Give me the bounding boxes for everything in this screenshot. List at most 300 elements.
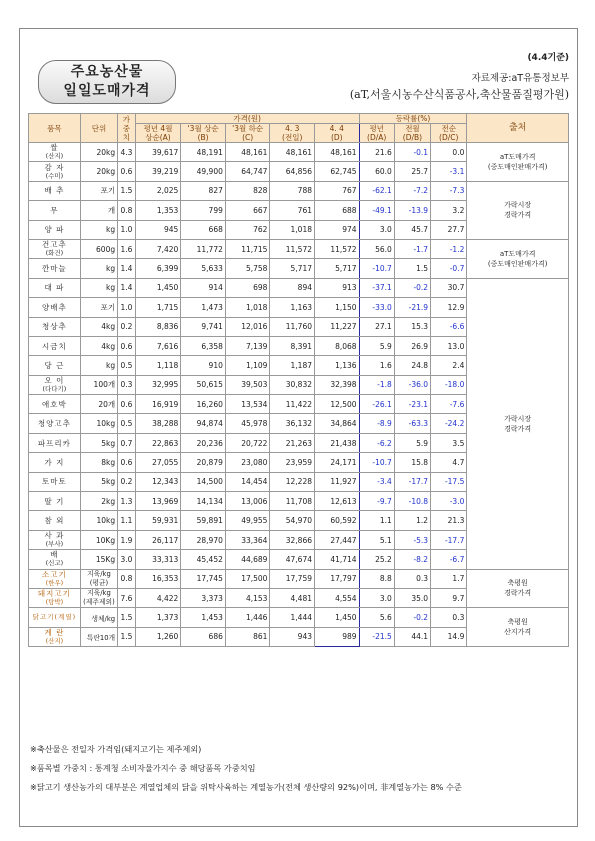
weight: 1.1: [118, 511, 136, 530]
unit-text: 10kg: [96, 419, 116, 429]
change-rate: 1.1: [359, 511, 394, 530]
unit-text: 8kg: [101, 457, 116, 467]
change-rate: 5.9: [394, 433, 430, 452]
change-rate: -7.3: [431, 181, 467, 200]
item-name: [29, 414, 81, 433]
unit-sub: (제주제외): [83, 598, 115, 607]
change-rate: 1.7: [431, 569, 467, 588]
title-line-1: 주요농산물: [70, 64, 144, 80]
item-name: [29, 181, 81, 200]
change-rate: 21.6: [359, 143, 394, 162]
source-line1: aT도매가격: [499, 249, 536, 258]
price-value: 9,741: [181, 317, 226, 336]
header-col: [359, 124, 394, 143]
header-col-line1: 4. 3: [285, 124, 300, 133]
unit-text: 20kg: [96, 167, 116, 177]
header-col: [270, 124, 315, 143]
price-value: 7,616: [135, 336, 181, 355]
price-value: 48,161: [315, 143, 360, 162]
item-name: [29, 472, 81, 491]
change-rate: 5.6: [359, 608, 394, 627]
source-line2: 경락가격: [504, 589, 532, 598]
unit-text: 지육/kg: [87, 569, 111, 578]
change-rate: -37.1: [359, 278, 394, 297]
change-rate: -1.8: [359, 375, 394, 394]
unit: [80, 530, 117, 549]
unit: [80, 492, 117, 511]
unit-text: 5kg: [101, 477, 116, 487]
item-name: [29, 317, 81, 336]
weight: 7.6: [118, 588, 136, 607]
price-value: 943: [270, 627, 315, 646]
unit-text: 지육/kg: [87, 589, 111, 598]
price-value: 3,373: [181, 588, 226, 607]
price-value: 799: [181, 201, 226, 220]
price-value: 1,018: [270, 220, 315, 239]
weight: 0.6: [118, 453, 136, 472]
header-col: [431, 124, 467, 143]
change-rate: 24.8: [394, 356, 430, 375]
base-date: (4.4기준): [527, 53, 569, 63]
item-name-text: 계 란: [44, 627, 65, 637]
unit-text: 5kg: [101, 438, 116, 448]
header-col-line1: 전월: [405, 124, 420, 133]
source-line2: 산지가격: [504, 628, 532, 637]
price-value: 1,453: [181, 608, 226, 627]
price-value: 22,863: [135, 433, 181, 452]
weight: 0.8: [118, 201, 136, 220]
unit-text: kg: [106, 225, 116, 235]
header-col-line2: 상순(A): [145, 133, 171, 142]
weight: 0.2: [118, 317, 136, 336]
change-rate: -62.1: [359, 181, 394, 200]
price-value: 11,760: [270, 317, 315, 336]
source-line1: aT도매가격: [499, 152, 536, 161]
change-rate: 45.7: [394, 220, 430, 239]
header-col-line2: (B): [197, 133, 209, 142]
price-value: 23,959: [270, 453, 315, 472]
change-rate: -6.6: [431, 317, 467, 336]
price-value: 47,674: [270, 550, 315, 569]
item-name-text: 깐마늘: [42, 264, 67, 274]
change-rate: 25.2: [359, 550, 394, 569]
table-row: [29, 143, 569, 162]
price-value: 1,715: [135, 298, 181, 317]
unit: [80, 298, 117, 317]
item-subname: (화건): [45, 249, 64, 258]
unit: [80, 278, 117, 297]
item-name: [29, 588, 81, 607]
footnotes: [30, 740, 462, 797]
item-name: [29, 336, 81, 355]
price-value: 28,970: [181, 530, 226, 549]
unit: [80, 317, 117, 336]
source-line1: 축평원: [507, 579, 528, 588]
weight: 0.6: [118, 336, 136, 355]
header-change-group: 등락률(%): [359, 114, 467, 124]
price-value: 36,132: [270, 414, 315, 433]
change-rate: 0.3: [394, 569, 430, 588]
change-rate: -23.1: [394, 395, 430, 414]
item-name: [29, 511, 81, 530]
change-rate: -13.9: [394, 201, 430, 220]
weight: 3.0: [118, 550, 136, 569]
price-value: 30,832: [270, 375, 315, 394]
price-value: 27,447: [315, 530, 360, 549]
item-name-text: 건고추: [42, 240, 67, 250]
item-name: [29, 201, 81, 220]
price-value: 21,263: [270, 433, 315, 452]
price-value: 1,444: [270, 608, 315, 627]
price-value: 41,714: [315, 550, 360, 569]
header-col-line1: '3월 하순: [232, 124, 264, 133]
change-rate: -0.7: [431, 259, 467, 278]
price-value: 4,481: [270, 588, 315, 607]
price-value: 828: [225, 181, 270, 200]
unit-text: 20kg: [96, 147, 116, 157]
price-value: 1,473: [181, 298, 226, 317]
price-value: 974: [315, 220, 360, 239]
unit: [80, 472, 117, 491]
item-name: [29, 259, 81, 278]
change-rate: 1.5: [394, 259, 430, 278]
price-value: 788: [270, 181, 315, 200]
unit-text: 2kg: [101, 496, 116, 506]
item-name: [29, 530, 81, 549]
price-value: 14,134: [181, 492, 226, 511]
unit-text: 포기: [100, 186, 116, 196]
header-price-group: 가격(원): [135, 114, 359, 124]
change-rate: -8.2: [394, 550, 430, 569]
change-rate: 8.8: [359, 569, 394, 588]
header-col-line2: (D/C): [439, 133, 459, 142]
change-rate: -26.1: [359, 395, 394, 414]
table-row: [29, 181, 569, 200]
weight: 1.4: [118, 278, 136, 297]
item-name-text: 무: [50, 205, 59, 215]
unit: [80, 395, 117, 414]
item-subname: (신고): [45, 559, 64, 568]
price-value: 4,554: [315, 588, 360, 607]
unit-text: 15Kg: [95, 554, 116, 564]
change-rate: 15.8: [394, 453, 430, 472]
price-value: 1,450: [135, 278, 181, 297]
footnote: ※축산물은 전일자 가격임(돼지고기는 제주제외): [30, 744, 202, 754]
item-name-text: 배 추: [44, 186, 65, 196]
item-name: [29, 608, 81, 627]
weight: 0.3: [118, 375, 136, 394]
weight: 1.0: [118, 298, 136, 317]
item-name: [29, 239, 81, 258]
source-cell: [467, 608, 569, 647]
price-value: 64,856: [270, 162, 315, 181]
price-value: 12,016: [225, 317, 270, 336]
price-value: 21,438: [315, 433, 360, 452]
change-rate: 12.9: [431, 298, 467, 317]
price-value: 17,745: [181, 569, 226, 588]
item-name: [29, 433, 81, 452]
price-value: 50,615: [181, 375, 226, 394]
price-value: 861: [225, 627, 270, 646]
price-value: 16,353: [135, 569, 181, 588]
header-col: [225, 124, 270, 143]
price-value: 17,797: [315, 569, 360, 588]
price-value: 32,866: [270, 530, 315, 549]
item-name-text: 토마토: [42, 477, 67, 487]
price-value: 5,717: [270, 259, 315, 278]
change-rate: -6.2: [359, 433, 394, 452]
price-value: 1,136: [315, 356, 360, 375]
change-rate: 1.2: [394, 511, 430, 530]
price-value: 45,978: [225, 414, 270, 433]
price-value: 23,080: [225, 453, 270, 472]
change-rate: 3.5: [431, 433, 467, 452]
price-value: 17,500: [225, 569, 270, 588]
change-rate: -0.1: [394, 143, 430, 162]
change-rate: -24.2: [431, 414, 467, 433]
change-rate: -1.2: [431, 239, 467, 258]
unit: [80, 336, 117, 355]
unit: [80, 414, 117, 433]
price-value: 62,745: [315, 162, 360, 181]
price-value: 5,633: [181, 259, 226, 278]
price-value: 14,454: [225, 472, 270, 491]
change-rate: -10.7: [359, 259, 394, 278]
unit: [80, 588, 117, 607]
weight: 1.6: [118, 239, 136, 258]
weight: 1.5: [118, 181, 136, 200]
header-item: 품목: [29, 114, 81, 143]
price-value: 11,772: [181, 239, 226, 258]
item-subname: (한우): [45, 578, 64, 587]
price-value: 59,891: [181, 511, 226, 530]
weight: 0.6: [118, 395, 136, 414]
unit: [80, 627, 117, 646]
price-value: 8,068: [315, 336, 360, 355]
price-value: 1,446: [225, 608, 270, 627]
change-rate: -5.3: [394, 530, 430, 549]
unit: [80, 239, 117, 258]
item-name-text: 파프리카: [37, 438, 71, 448]
change-rate: -17.7: [394, 472, 430, 491]
change-rate: 56.0: [359, 239, 394, 258]
header-row-1: [29, 114, 569, 124]
item-name-text: 가 지: [44, 457, 65, 467]
item-name: [29, 492, 81, 511]
item-name-text: 쌀: [50, 143, 59, 153]
price-value: 827: [181, 181, 226, 200]
source-cell: [467, 239, 569, 278]
item-name-text: 소고기: [42, 569, 67, 579]
item-name-text: 대 파: [44, 283, 65, 293]
data-provider: 자료제공:aT유통정보부: [471, 73, 569, 84]
price-value: 24,171: [315, 453, 360, 472]
unit: [80, 220, 117, 239]
price-value: 12,613: [315, 492, 360, 511]
price-value: 11,422: [270, 395, 315, 414]
change-rate: -0.2: [394, 608, 430, 627]
price-value: 945: [135, 220, 181, 239]
price-value: 6,358: [181, 336, 226, 355]
price-value: 8,391: [270, 336, 315, 355]
price-value: 668: [181, 220, 226, 239]
table-row: [29, 278, 569, 297]
item-name: [29, 550, 81, 569]
change-rate: 3.0: [359, 220, 394, 239]
header-col-line1: 평년 4월: [143, 124, 173, 133]
price-value: 762: [225, 220, 270, 239]
price-value: 13,969: [135, 492, 181, 511]
item-name-text: 양 파: [44, 225, 65, 235]
change-rate: -3.4: [359, 472, 394, 491]
price-value: 11,927: [315, 472, 360, 491]
price-value: 4,422: [135, 588, 181, 607]
unit-text: kg: [106, 264, 116, 274]
price-value: 4,153: [225, 588, 270, 607]
title-line-2: 일일도매가격: [63, 83, 151, 99]
unit-text: 특란10개: [86, 633, 116, 642]
price-value: 34,864: [315, 414, 360, 433]
unit: [80, 608, 117, 627]
change-rate: 14.9: [431, 627, 467, 646]
header-col-line2: (D/A): [367, 133, 387, 142]
change-rate: -21.5: [359, 627, 394, 646]
price-value: 32,995: [135, 375, 181, 394]
unit-text: 포기: [100, 302, 116, 312]
change-rate: 35.0: [394, 588, 430, 607]
change-rate: -33.0: [359, 298, 394, 317]
change-rate: -0.2: [394, 278, 430, 297]
header-col-line2: (전일): [282, 133, 303, 142]
change-rate: -9.7: [359, 492, 394, 511]
price-table-body: [29, 143, 569, 647]
change-rate: -36.0: [394, 375, 430, 394]
unit: [80, 433, 117, 452]
item-name: [29, 143, 81, 162]
price-value: 13,006: [225, 492, 270, 511]
change-rate: 0.0: [431, 143, 467, 162]
change-rate: 26.9: [394, 336, 430, 355]
header-col: [181, 124, 226, 143]
price-value: 913: [315, 278, 360, 297]
item-name: [29, 356, 81, 375]
unit-text: kg: [106, 283, 116, 293]
price-value: 11,572: [270, 239, 315, 258]
price-value: 1,260: [135, 627, 181, 646]
unit-text: 개: [107, 205, 116, 215]
unit: [80, 162, 117, 181]
unit-text: 생체/kg: [91, 614, 116, 623]
header-col-line1: 전순: [441, 124, 456, 133]
price-value: 667: [225, 201, 270, 220]
change-rate: -21.9: [394, 298, 430, 317]
price-value: 7,139: [225, 336, 270, 355]
source-line2: 경락가격: [504, 424, 532, 433]
price-value: 1,450: [315, 608, 360, 627]
price-value: 60,592: [315, 511, 360, 530]
price-value: 1,187: [270, 356, 315, 375]
unit: [80, 181, 117, 200]
price-value: 59,931: [135, 511, 181, 530]
price-value: 33,313: [135, 550, 181, 569]
change-rate: 25.7: [394, 162, 430, 181]
header-col-line2: (C): [242, 133, 254, 142]
price-value: 12,228: [270, 472, 315, 491]
price-value: 48,161: [270, 143, 315, 162]
unit: [80, 201, 117, 220]
item-subname: (산지): [45, 636, 64, 645]
price-value: 54,970: [270, 511, 315, 530]
source-cell: [467, 143, 569, 182]
price-value: 11,715: [225, 239, 270, 258]
item-name: [29, 569, 81, 588]
price-value: 688: [315, 201, 360, 220]
price-value: 27,055: [135, 453, 181, 472]
item-name: [29, 375, 81, 394]
weight: 0.5: [118, 356, 136, 375]
item-name: [29, 162, 81, 181]
price-value: 761: [270, 201, 315, 220]
change-rate: 30.7: [431, 278, 467, 297]
price-value: 1,353: [135, 201, 181, 220]
price-value: 11,708: [270, 492, 315, 511]
price-value: 45,452: [181, 550, 226, 569]
change-rate: 0.3: [431, 608, 467, 627]
change-rate: -8.9: [359, 414, 394, 433]
weight: 0.8: [118, 569, 136, 588]
price-value: 20,879: [181, 453, 226, 472]
price-value: 914: [181, 278, 226, 297]
unit-text: kg: [106, 360, 116, 370]
item-subname: (부사): [45, 540, 64, 548]
unit: [80, 511, 117, 530]
change-rate: 5.1: [359, 530, 394, 549]
item-name-text: 배: [50, 550, 59, 560]
source-line1: 가락시장: [504, 414, 532, 423]
price-value: 16,919: [135, 395, 181, 414]
change-rate: 3.0: [359, 588, 394, 607]
price-value: 49,900: [181, 162, 226, 181]
price-value: 11,572: [315, 239, 360, 258]
weight: 1.3: [118, 492, 136, 511]
price-value: 5,758: [225, 259, 270, 278]
source-line2: 경락가격: [504, 211, 532, 220]
weight: 1.4: [118, 259, 136, 278]
header-col-line1: 평년: [369, 124, 384, 133]
unit-text: 100개: [93, 380, 116, 390]
price-value: 7,420: [135, 239, 181, 258]
change-rate: -3.1: [431, 162, 467, 181]
unit-sub: (평균): [89, 578, 109, 587]
item-name: [29, 627, 81, 646]
unit-text: 4kg: [101, 341, 116, 351]
item-name: [29, 220, 81, 239]
price-value: 1,373: [135, 608, 181, 627]
weight: 1.0: [118, 220, 136, 239]
item-name-text: 애호박: [42, 399, 67, 409]
source-line1: 축평원: [507, 618, 528, 627]
weight: 0.2: [118, 472, 136, 491]
item-name-text: 감 자: [44, 162, 65, 172]
weight: 1.9: [118, 530, 136, 549]
item-name-text: 오 이: [44, 375, 65, 385]
weight: 1.5: [118, 627, 136, 646]
table-row: [29, 608, 569, 627]
price-value: 64,747: [225, 162, 270, 181]
price-value: 698: [225, 278, 270, 297]
header-col-line1: 4. 4: [329, 124, 344, 133]
price-value: 44,689: [225, 550, 270, 569]
